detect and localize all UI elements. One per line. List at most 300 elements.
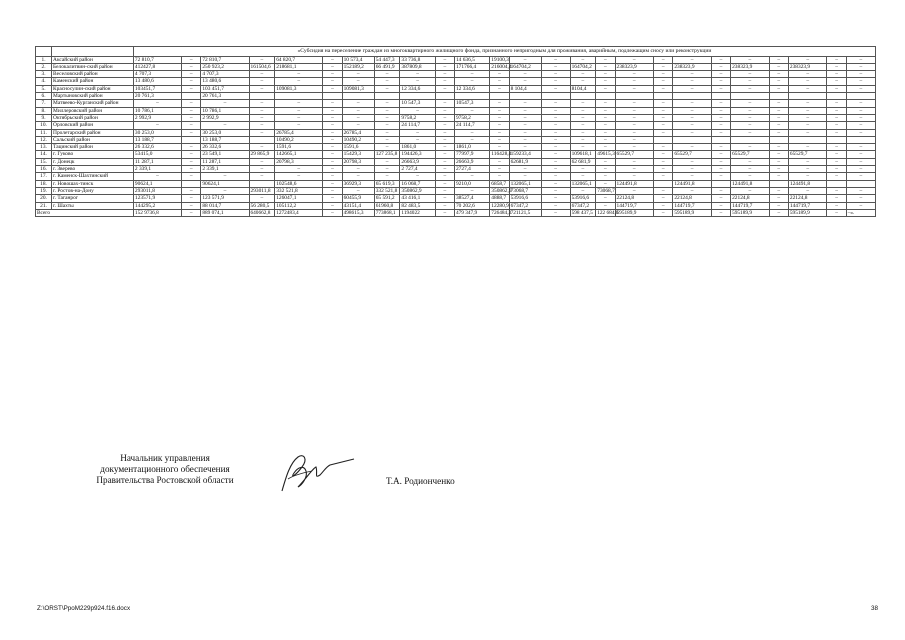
value-cell: 126047,1 [275,195,323,202]
value-cell: 103451,7 [133,85,181,92]
value-cell: – [541,187,570,194]
value-cell [249,180,275,187]
value-cell: – [509,166,541,173]
value-cell: 332 521,8 [374,187,400,194]
value-cell: – [788,100,827,107]
value-cell: – [541,136,570,143]
value-cell: – [731,129,770,136]
value-cell: – [374,158,400,165]
municipality-name: Октябрьский район [52,114,134,121]
value-cell: 8104,4 [570,85,596,92]
value-cell: – [654,151,673,158]
value-cell: – [133,173,181,180]
value-cell: – [323,144,342,151]
value-cell: 53916,6 [570,195,596,202]
row-number: 9. [36,114,52,121]
value-cell [342,93,374,100]
value-cell: – [570,122,596,129]
value-cell: 124491,8 [731,180,770,187]
value-cell: – [323,136,342,143]
value-cell: – [846,195,875,202]
value-cell: 33 736,8 [400,56,435,63]
value-cell: – [731,107,770,114]
value-cell: – [788,144,827,151]
value-cell: – [596,78,615,85]
municipality-name: г. Гуково [52,151,134,158]
value-cell: – [711,100,730,107]
value-cell: – [435,144,454,151]
value-cell: 109618,1 [570,151,596,158]
value-cell: 72 810,7 [201,56,249,63]
value-cell: – [654,144,673,151]
value-cell: – [731,158,770,165]
subsidy-table [35,46,876,217]
value-cell: – [769,71,788,78]
value-cell: – [769,63,788,70]
value-cell: 26663,9 [454,158,489,165]
value-cell: 26663,9 [400,158,435,165]
value-cell: – [541,129,570,136]
value-cell: 90624,1 [133,180,181,187]
value-cell: – [769,173,788,180]
value-cell: – [249,85,275,92]
value-cell: – [654,71,673,78]
signatory-name: Т.А. Родионченко [386,476,455,486]
value-cell: – [596,195,615,202]
value-cell: – [673,173,712,180]
value-cell: – [509,114,541,121]
value-cell: – [711,166,730,173]
row-number: 21. [36,202,52,209]
value-cell: – [654,187,673,194]
value-cell: – [182,209,201,216]
value-cell: – [570,107,596,114]
value-cell: – [182,71,201,78]
value-cell: – [654,166,673,173]
table-row [36,144,876,151]
value-cell: – [454,136,489,143]
value-cell: – [654,129,673,136]
value-cell: 387809,8 [400,63,435,70]
handwritten-signature [268,449,358,499]
value-cell: – [374,136,400,143]
value-cell: – [654,100,673,107]
row-number: 5. [36,85,52,92]
page-number: 38 [871,605,879,612]
value-cell: – [731,85,770,92]
value-cell: – [374,107,400,114]
value-cell: – [182,144,201,151]
value-cell: 238323,9 [615,63,654,70]
value-cell: 65529,7 [788,151,827,158]
value-cell: 30 253,0 [133,129,181,136]
value-cell: – [615,166,654,173]
value-cell: – [596,180,615,187]
value-cell: – [374,144,400,151]
value-cell [182,180,201,187]
value-cell: – [596,114,615,121]
municipality-name: Каменский район [52,78,134,85]
value-cell: – [182,166,201,173]
value-cell: – [769,158,788,165]
value-cell: 127 235,8 [374,151,400,158]
value-cell: – [435,202,454,209]
value-cell: – [615,107,654,114]
value-cell: – [615,78,654,85]
value-cell: – [827,100,846,107]
municipality-name: Тацинский район [52,144,134,151]
value-cell: – [827,144,846,151]
value-cell: – [827,173,846,180]
value-cell: – [711,114,730,121]
table-row [36,136,876,143]
value-cell: – [509,144,541,151]
value-cell: – [509,107,541,114]
value-cell: – [788,114,827,121]
signatory-title [60,453,270,487]
value-cell: – [827,195,846,202]
value-cell: 103 451,7 [201,85,249,92]
value-cell: – [374,114,400,121]
value-cell: – [182,56,201,63]
value-cell: 598 437,5 [570,209,596,216]
value-cell: – [509,129,541,136]
value-cell: – [342,78,374,85]
value-cell: – [673,187,712,194]
value-cell: – [654,122,673,129]
value-cell: – [182,158,201,165]
value-cell: – [827,78,846,85]
value-cell: 9758,2 [454,114,489,121]
value-cell: – [182,78,201,85]
value-cell: – [342,122,374,129]
value-cell: – [435,122,454,129]
value-cell: 142665,1 [275,151,323,158]
table-row [36,151,876,158]
table-row [36,78,876,85]
value-cell: – [201,173,249,180]
value-cell: 116428,4 [491,151,512,158]
value-cell: – [827,85,846,92]
value-cell: 1591,6 [342,144,374,151]
value-cell: – [323,78,342,85]
value-cell: – [133,100,181,107]
signatory-title-line1: Начальник управления [120,453,210,463]
value-cell: 12 334,6 [454,85,489,92]
value-cell: – [570,173,596,180]
value-cell: – [846,151,875,158]
value-cell: – [769,151,788,158]
value-cell: – [769,122,788,129]
value-cell [454,93,489,100]
value-cell: – [435,209,454,216]
value-cell: – [711,63,730,70]
value-cell: – [596,136,615,143]
value-cell: 72 810,7 [133,56,181,63]
table-row [36,202,876,209]
value-cell: – [711,187,730,194]
value-cell: – [769,187,788,194]
footer-file-path: Z:\ORST\PpoM229p924.f16.docx [37,605,131,612]
value-cell: – [654,158,673,165]
value-cell: – [249,78,275,85]
table-row [36,173,876,180]
value-cell: – [711,151,730,158]
value-cell: – [673,166,712,173]
value-cell: 49615,3 [597,151,615,158]
value-cell: – [711,173,730,180]
value-cell: – [596,144,615,151]
value-cell: – [400,71,435,78]
value-cell: – [615,136,654,143]
value-cell: 773868,1 [374,209,400,216]
value-cell: 24 114,7 [400,122,435,129]
value-cell: 20 761,3 [133,93,181,100]
value-cell: – [731,144,770,151]
value-cell: – [374,100,400,107]
value-cell: – [133,122,181,129]
value-cell: 1591,6 [275,144,323,151]
value-cell: 70 202,6 [454,202,489,209]
value-cell: 67347,2 [570,202,596,209]
value-cell: 595189,9 [731,209,770,216]
value-cell: 8 104,4 [509,85,541,92]
value-cell: 20798,3 [342,158,374,165]
value-cell [541,93,570,100]
value-cell: – [570,71,596,78]
value-cell: – [249,100,275,107]
value-cell: – [846,173,875,180]
municipality-name: г. Зверево [52,166,134,173]
value-cell: – [654,56,673,63]
value-cell: – [846,78,875,85]
value-cell: 479 347,9 [454,209,489,216]
table-row [36,85,876,92]
total-label: Всего [36,209,134,216]
value-cell: – [673,107,712,114]
value-cell: – [711,144,730,151]
total-row [36,209,876,216]
value-cell: 43151,4 [342,202,374,209]
municipality-name: Белокалитвин-ский район [52,63,134,70]
value-cell: 4 707,3 [201,71,249,78]
value-cell: 26785,4 [275,129,323,136]
table-row [36,187,876,194]
value-cell [827,180,846,187]
row-number: 11. [36,129,52,136]
value-cell: 152 9736,8 [133,209,181,216]
value-cell: – [731,122,770,129]
row-number: 13. [36,144,52,151]
value-cell: 4888,7 [490,195,509,202]
value-cell: 13 188,7 [133,136,181,143]
table-row [36,195,876,202]
value-cell: – [201,100,249,107]
table-row [36,107,876,114]
value-cell: – [374,166,400,173]
header-blank-num [36,47,52,57]
value-cell: – [596,107,615,114]
municipality-name: г. Шахты [52,202,134,209]
value-cell: – [323,209,342,216]
value-cell: – [673,56,712,63]
value-cell: 10490,2 [275,136,323,143]
value-cell: – [182,173,201,180]
table-header: «Субсидия на переселение граждан из многоквартирного жилищного фонда, признанного непригодным для проживания, аварийным, подлежащим сносу или реконструкции [133,47,875,57]
value-cell: – [827,107,846,114]
value-cell: 62681,9 [509,158,541,165]
value-cell: – [275,107,323,114]
value-cell: 152189,2 [342,63,374,70]
value-cell: 164704,2 [570,63,596,70]
value-cell [827,136,846,143]
value-cell: – [570,187,596,194]
value-cell: – [454,173,489,180]
value-cell: – [342,114,374,121]
value-cell: – [788,122,827,129]
value-cell: 498615,3 [342,209,374,216]
value-cell: 65529,7 [731,151,770,158]
value-cell: – [731,100,770,107]
value-cell: – [673,144,712,151]
value-cell: – [342,100,374,107]
row-number: 14. [36,151,52,158]
value-cell: 10 573,4 [342,56,374,63]
value-cell: – [769,209,788,216]
value-cell: – [596,100,615,107]
value-cell: 123571,9 [133,195,181,202]
value-cell: 65529,7 [673,151,712,158]
value-cell: – [323,85,342,92]
value-cell: – [182,195,201,202]
value-cell: – [323,63,342,70]
value-cell: – [827,122,846,129]
value-cell: 171766,4 [454,63,489,70]
value-cell: 77997,9 [454,151,489,158]
value-cell: 29 865,9 [249,151,275,158]
municipality-name: Красносулин-ский район [52,85,134,92]
value-cell [182,136,201,143]
value-cell: 2 992,9 [133,114,181,121]
value-cell: 22124,8 [788,195,827,202]
municipality-name: г. Донецк [52,158,134,165]
value-cell: 62 681,9 [570,158,596,165]
value-cell: 105112,2 [275,202,323,209]
value-cell: – [490,166,509,173]
value-cell: – [596,129,615,136]
value-cell [400,93,435,100]
value-cell: – [846,202,875,209]
value-cell: – [570,56,596,63]
value-cell: 595189,9 [615,209,654,216]
value-cell: 109081,3 [275,85,323,92]
value-cell [323,93,342,100]
value-cell: 132065,1 [509,180,541,187]
value-cell [846,136,875,143]
value-cell [654,136,673,143]
value-cell: – [654,202,673,209]
municipality-name: Пролетарский район [52,129,134,136]
value-cell: 2 339,1 [133,166,181,173]
value-cell: 216004,4 [491,63,512,70]
value-cell: – [654,63,673,70]
value-cell: – [541,151,570,158]
value-cell: 640662,8 [249,209,275,216]
value-cell: 102548,6 [275,180,323,187]
value-cell: – [596,63,615,70]
value-cell [249,136,275,143]
value-cell: – [490,78,509,85]
value-cell: – [788,166,827,173]
value-cell: – [615,114,654,121]
table-row [36,122,876,129]
value-cell: – [596,158,615,165]
value-cell: – [400,107,435,114]
value-cell: 1861,0 [400,144,435,151]
value-cell: – [769,144,788,151]
signatory-title-line2: документационного обеспечения [100,464,230,475]
value-cell: 124491,8 [673,180,712,187]
value-cell [596,93,615,100]
value-cell: – [731,173,770,180]
value-cell: – [323,122,342,129]
value-cell: – [182,122,201,129]
value-cell: – [846,71,875,78]
value-cell: 350862,9 [491,187,512,194]
value-cell: – [788,187,827,194]
value-cell: – [615,56,654,63]
value-cell: – [731,71,770,78]
value-cell [711,136,730,143]
value-cell: – [249,122,275,129]
value-cell: – [570,78,596,85]
table-header-row [36,47,876,57]
value-cell: 124491,8 [615,180,654,187]
value-cell: – [374,122,400,129]
value-cell [846,93,875,100]
value-cell: – [509,78,541,85]
value-cell: 4 707,3 [133,71,181,78]
value-cell [374,93,400,100]
value-cell: – [846,107,875,114]
value-cell: 144719,7 [788,202,827,209]
value-cell: – [323,151,342,158]
value-cell: – [249,144,275,151]
value-cell [570,93,596,100]
value-cell: – [673,78,712,85]
row-number: 17. [36,173,52,180]
value-cell: 73068,7 [597,187,615,194]
row-number: 4. [36,78,52,85]
value-cell: 164704,2 [509,63,541,70]
row-number: 3. [36,71,52,78]
value-cell [788,93,827,100]
value-cell: 2 727,4 [400,166,435,173]
value-cell: – [323,107,342,114]
value-cell: – [275,100,323,107]
municipality-name: Миллеровский район [52,107,134,114]
value-cell: 10 547,3 [400,100,435,107]
value-cell: – [541,202,570,209]
value-cell: – [769,100,788,107]
value-cell: – [490,173,509,180]
value-cell: 412427,8 [133,63,181,70]
value-cell: 53916,6 [509,195,541,202]
value-cell: – [342,187,374,194]
value-cell: – [182,85,201,92]
value-cell: – [541,173,570,180]
value-cell: – [541,63,570,70]
